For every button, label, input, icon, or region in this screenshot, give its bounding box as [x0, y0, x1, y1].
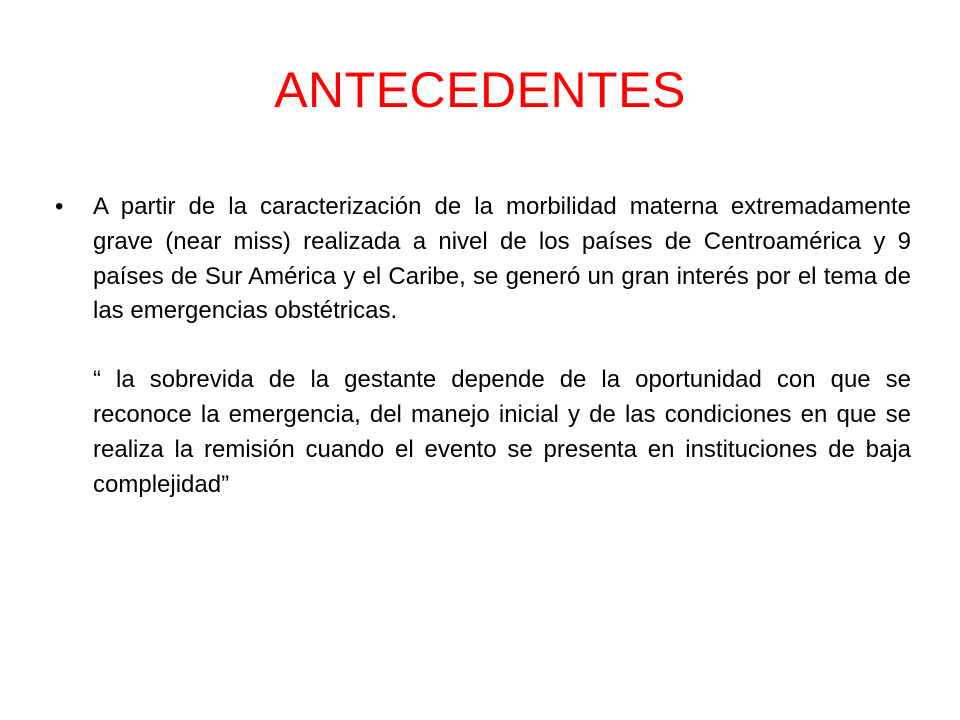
bullet-text: A partir de la caracterización de la morbilidad materna extremadamente grave (near miss) realizada a nivel de los países de Centroamérica y 9 países de Sur América y el Caribe, se generó un gran interés por el tema de las emergencias obstétricas.	[93, 193, 911, 325]
bullet-item	[55, 190, 911, 329]
quote-text: “ la sobrevida de la gestante depende de la oportunidad con que se reconoce la emergencia, del manejo inicial y de las condiciones en que se realiza la remisión cuando el evento se presenta en instituciones de baja complejidad”	[93, 366, 911, 498]
slide-content	[55, 190, 911, 502]
bullet-icon: •	[55, 193, 64, 220]
slide-title: ANTECEDENTES	[274, 62, 686, 118]
